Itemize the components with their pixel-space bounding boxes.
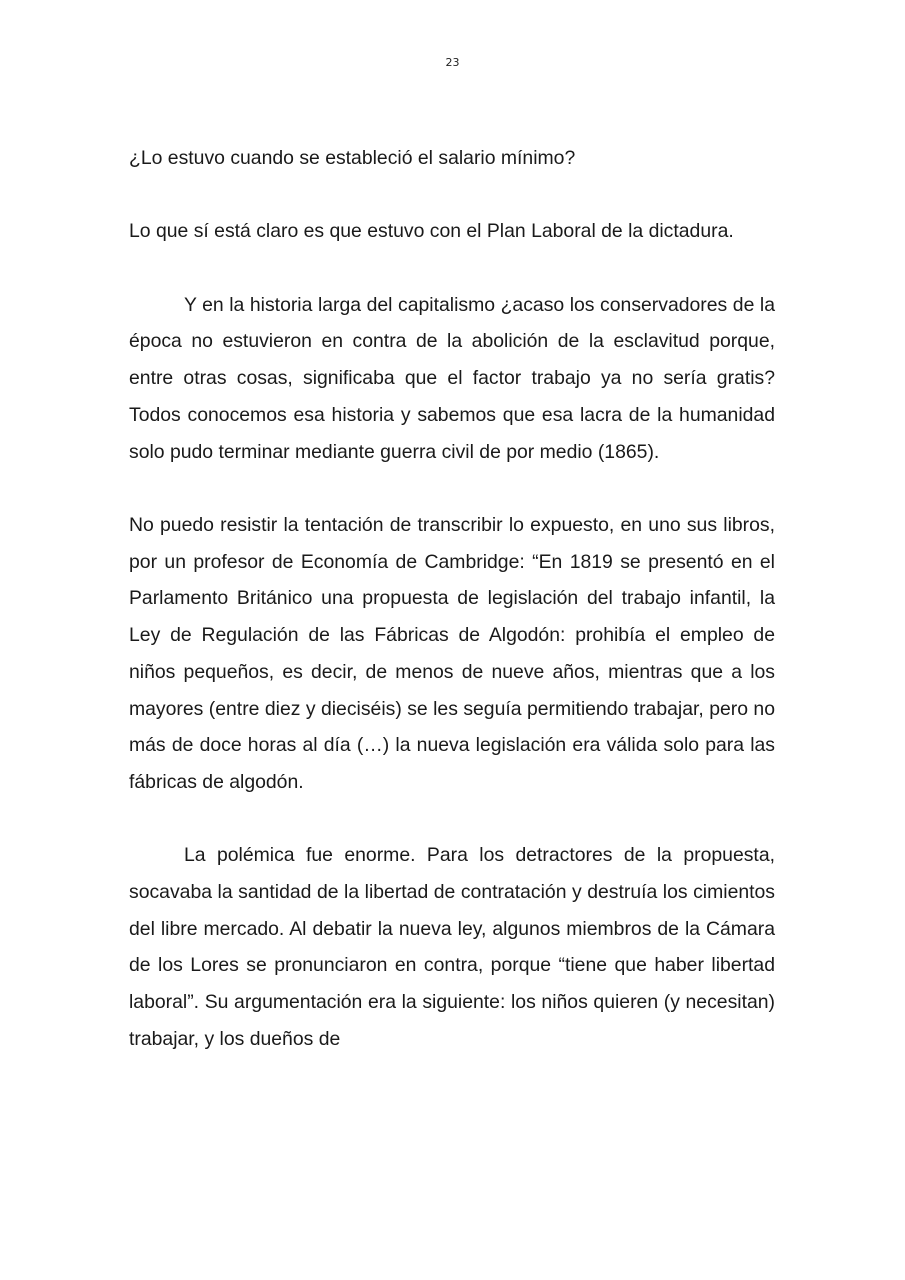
paragraph-cita-cambridge: No puedo resistir la tentación de transcribir lo expuesto, en uno sus libros, por un profesor de Economía de Cambridge: “En 1819 se presentó en el Parlamento Británico una propuesta de legislación del trabajo infantil, la Ley de Regulación de las Fábricas de Algodón: prohibía el empleo de niños pequeños, es decir, de menos de nueve años, mientras que a los mayores (entre diez y dieciséis) se les seguía permitiendo trabajar, pero no más de doce horas al día (…) la nueva legislación era válida solo para las fábricas de algodón. [129, 513, 775, 793]
paragraph-polemica: La polémica fue enorme. Para los detractores de la propuesta, socavaba la santidad de la libertad de contratación y destruía los cimientos del libre mercado. Al debatir la nueva ley, algunos miembros de la Cámara de los Lores se pronunciaron en contra, porque “tiene que haber libertad laboral”. Su argumentación era la siguiente: los niños quieren (y necesitan) trabajar, y los dueños de [129, 844, 775, 1050]
document-body [129, 140, 775, 1058]
paragraph-plan-laboral: Lo que sí está claro es que estuvo con el Plan Laboral de la dictadura. [129, 220, 734, 243]
paragraph-salario-minimo: ¿Lo estuvo cuando se estableció el salario mínimo? [129, 147, 576, 169]
paragraph-historia-capitalismo: Y en la historia larga del capitalismo ¿acaso los conservadores de la época no estuvieron en contra de la abolición de la esclavitud porque, entre otras cosas, significaba que el factor trabajo ya no sería gratis? Todos conocemos esa historia y sabemos que esa lacra de la humanidad solo pudo terminar mediante guerra civil de por medio (1865). [129, 293, 775, 463]
page-number: 23 [445, 56, 460, 69]
